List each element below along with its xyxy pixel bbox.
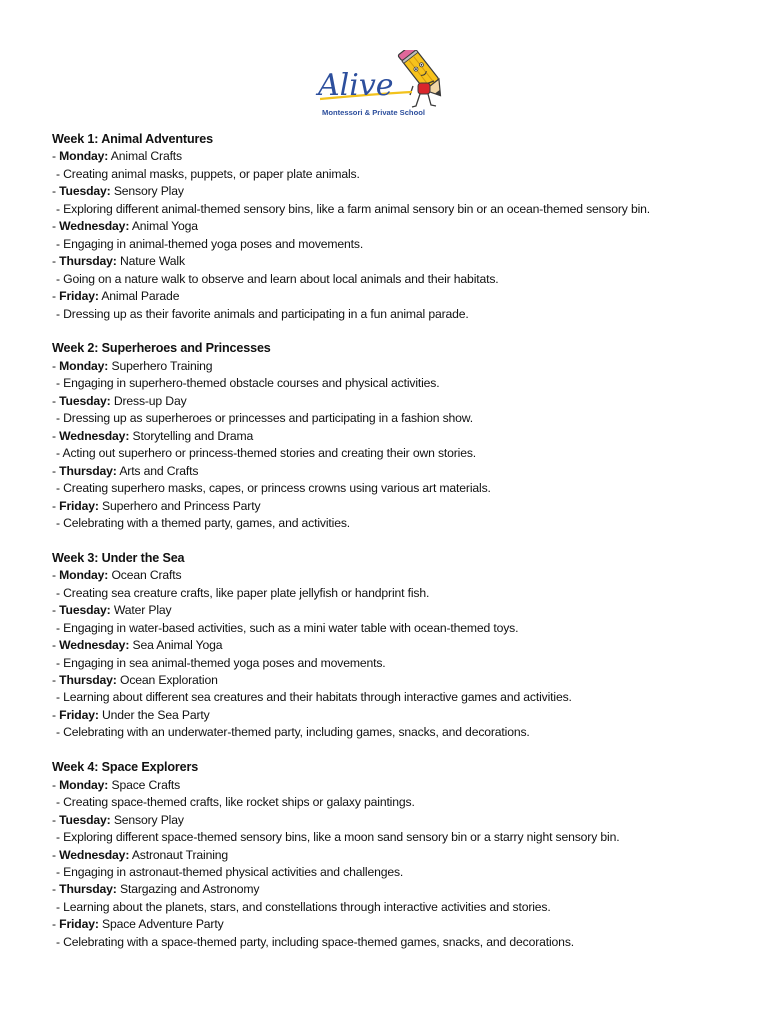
logo-graphic <box>314 50 454 122</box>
week-section <box>52 759 752 951</box>
activity-description: - Celebrating with a themed party, games, and activities. <box>56 515 351 530</box>
activity-description: - Engaging in animal-themed yoga poses and movements. <box>56 236 364 251</box>
day-entry: - Thursday: Arts and Crafts <box>52 463 199 478</box>
activity-description: - Engaging in astronaut-themed physical activities and challenges. <box>56 864 404 879</box>
week-title: Week 3: Under the Sea <box>52 550 185 565</box>
activity-name: Sensory Play <box>113 812 184 827</box>
activity-name: Storytelling and Drama <box>132 428 254 443</box>
activity-description: - Engaging in water-based activities, such as a mini water table with ocean-themed toys. <box>56 620 519 635</box>
school-logo <box>314 50 454 122</box>
day-entry: - Monday: Superhero Training <box>52 358 213 373</box>
activity-description: - Engaging in superhero-themed obstacle courses and physical activities. <box>56 376 440 391</box>
activity-name: Animal Yoga <box>131 219 198 234</box>
day-name: Tuesday: <box>59 393 111 408</box>
day-entry: - Friday: Animal Parade <box>52 289 180 304</box>
day-entry: - Tuesday: Water Play <box>52 603 172 618</box>
activity-name: Superhero Training <box>111 358 213 373</box>
day-entry: - Thursday: Nature Walk <box>52 254 185 269</box>
day-name: Wednesday: <box>59 847 130 862</box>
activity-name: Animal Crafts <box>110 149 182 164</box>
day-name: Friday: <box>59 707 99 722</box>
week-title: Week 2: Superheroes and Princesses <box>52 341 271 356</box>
day-name: Friday: <box>59 498 99 513</box>
day-name: Monday: <box>59 568 109 583</box>
logo-wordmark: Alive <box>318 68 394 103</box>
day-name: Wednesday: <box>59 219 130 234</box>
day-entry: - Friday: Space Adventure Party <box>52 917 224 932</box>
week-section <box>52 131 752 323</box>
day-entry: - Tuesday: Sensory Play <box>52 184 184 199</box>
activity-description: - Learning about different sea creatures and their habitats through interactive games and activities. <box>56 690 572 705</box>
activity-name: Under the Sea Party <box>102 707 210 722</box>
activity-name: Ocean Crafts <box>111 568 182 583</box>
activity-description: - Exploring different space-themed sensory bins, like a moon sand sensory bin or a starry night sensory bin. <box>56 830 620 845</box>
day-name: Thursday: <box>59 673 117 688</box>
day-entry: - Monday: Space Crafts <box>52 777 181 792</box>
activity-description: - Celebrating with a space-themed party, including space-themed games, snacks, and decorations. <box>56 934 574 949</box>
day-name: Tuesday: <box>59 812 111 827</box>
day-entry: - Wednesday: Animal Yoga <box>52 219 198 234</box>
week-section <box>52 340 752 532</box>
activity-name: Stargazing and Astronomy <box>119 882 260 897</box>
curriculum-document <box>52 131 752 969</box>
day-name: Thursday: <box>59 882 117 897</box>
activity-description: - Engaging in sea animal-themed yoga poses and movements. <box>56 655 386 670</box>
day-name: Wednesday: <box>59 428 130 443</box>
activity-name: Space Crafts <box>111 777 181 792</box>
week-title: Week 4: Space Explorers <box>52 760 199 775</box>
activity-name: Water Play <box>113 603 172 618</box>
day-entry: - Tuesday: Sensory Play <box>52 812 184 827</box>
day-entry: - Friday: Superhero and Princess Party <box>52 498 261 513</box>
day-entry: - Thursday: Stargazing and Astronomy <box>52 882 260 897</box>
day-name: Wednesday: <box>59 638 130 653</box>
activity-name: Sensory Play <box>113 184 184 199</box>
day-name: Monday: <box>59 358 109 373</box>
activity-description: - Creating sea creature crafts, like paper plate jellyfish or handprint fish. <box>56 585 430 600</box>
day-entry: - Monday: Ocean Crafts <box>52 568 182 583</box>
day-name: Monday: <box>59 777 109 792</box>
activity-description: - Creating animal masks, puppets, or paper plate animals. <box>56 166 360 181</box>
activity-name: Space Adventure Party <box>102 917 224 932</box>
day-entry: - Wednesday: Sea Animal Yoga <box>52 638 223 653</box>
activity-name: Superhero and Princess Party <box>102 498 261 513</box>
day-name: Monday: <box>59 149 109 164</box>
week-section <box>52 550 752 742</box>
activity-description: - Celebrating with an underwater-themed party, including games, snacks, and decorations. <box>56 725 530 740</box>
activity-description: - Learning about the planets, stars, and constellations through interactive activities and stories. <box>56 899 551 914</box>
day-entry: - Monday: Animal Crafts <box>52 149 182 164</box>
activity-description: - Creating superhero masks, capes, or princess crowns using various art materials. <box>56 481 491 496</box>
activity-description: - Going on a nature walk to observe and learn about local animals and their habitats. <box>56 271 499 286</box>
day-entry: - Wednesday: Storytelling and Drama <box>52 428 254 443</box>
day-name: Friday: <box>59 289 99 304</box>
activity-description: - Dressing up as their favorite animals and participating in a fun animal parade. <box>56 306 469 321</box>
day-entry: - Tuesday: Dress-up Day <box>52 393 187 408</box>
activity-name: Ocean Exploration <box>119 673 218 688</box>
day-name: Thursday: <box>59 254 117 269</box>
activity-name: Sea Animal Yoga <box>132 638 223 653</box>
day-entry: - Thursday: Ocean Exploration <box>52 673 218 688</box>
day-name: Friday: <box>59 917 99 932</box>
pencil-mascot-icon <box>398 50 448 107</box>
activity-name: Animal Parade <box>101 289 180 304</box>
day-name: Tuesday: <box>59 184 111 199</box>
activity-description: - Exploring different animal-themed sensory bins, like a farm animal sensory bin or an ocean-themed sensory bin. <box>56 201 651 216</box>
day-name: Thursday: <box>59 463 117 478</box>
activity-name: Astronaut Training <box>131 847 229 862</box>
week-title: Week 1: Animal Adventures <box>52 132 213 146</box>
activity-name: Arts and Crafts <box>119 463 199 478</box>
day-name: Tuesday: <box>59 603 111 618</box>
activity-description: - Creating space-themed crafts, like rocket ships or galaxy paintings. <box>56 795 415 810</box>
activity-description: - Acting out superhero or princess-themed stories and creating their own stories. <box>56 446 477 461</box>
activity-name: Dress-up Day <box>113 393 187 408</box>
activity-name: Nature Walk <box>119 254 185 269</box>
day-entry: - Friday: Under the Sea Party <box>52 707 210 722</box>
day-entry: - Wednesday: Astronaut Training <box>52 847 229 862</box>
activity-description: - Dressing up as superheroes or princesses and participating in a fashion show. <box>56 411 473 426</box>
logo-tagline: Montessori & Private School <box>322 108 425 117</box>
